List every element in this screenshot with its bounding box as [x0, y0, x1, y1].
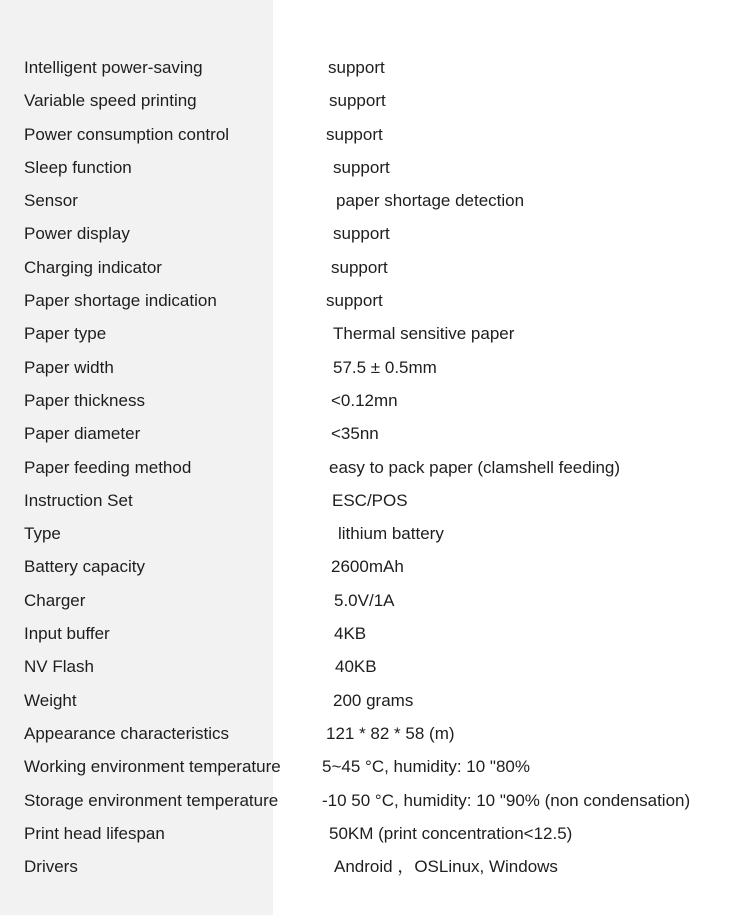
spec-label: Storage environment temperature — [24, 790, 279, 810]
spec-label: Paper feeding method — [24, 457, 192, 477]
spec-value: Android ，OSLinux, Windows — [334, 857, 558, 877]
spec-value: ESC/POS — [332, 490, 408, 510]
spec-label: Variable speed printing — [24, 91, 197, 111]
spec-value: 2600mAh — [331, 557, 404, 577]
spec-value: support — [326, 124, 383, 144]
spec-row-storage-environment-temperature — [0, 784, 750, 817]
spec-label: Working environment temperature — [24, 757, 281, 777]
spec-value: easy to pack paper (clamshell feeding) — [329, 457, 621, 477]
spec-value: support — [328, 58, 385, 77]
spec-value: <35nn — [331, 424, 379, 444]
spec-value: <0.12mn — [331, 390, 398, 410]
spec-label: NV Flash — [24, 657, 94, 677]
spec-row-variable-speed-printing — [0, 84, 750, 117]
spec-value: support — [333, 157, 390, 177]
spec-label: Input buffer — [24, 624, 110, 644]
spec-label: Paper width — [24, 357, 114, 377]
spec-label: Paper diameter — [24, 424, 141, 444]
spec-row-weight — [0, 684, 750, 717]
spec-label: Paper shortage indication — [24, 291, 217, 311]
spec-label: Sleep function — [24, 157, 132, 177]
spec-label: Charger — [24, 590, 86, 610]
spec-label: Battery capacity — [24, 557, 145, 577]
spec-row-battery-capacity — [0, 550, 750, 583]
spec-label: Weight — [24, 690, 77, 710]
spec-row-instruction-set — [0, 484, 750, 517]
spec-value: support — [333, 224, 390, 244]
spec-value: support — [329, 91, 386, 111]
spec-value: -10 50 °C, humidity: 10 "90% (non condensation) — [322, 790, 691, 810]
spec-label: Charging indicator — [24, 257, 162, 277]
spec-label: Instruction Set — [24, 490, 133, 510]
spec-row-paper-feeding-method — [0, 451, 750, 484]
spec-row-type — [0, 517, 750, 550]
spec-row-paper-shortage-indication — [0, 284, 750, 317]
spec-label: Paper thickness — [24, 390, 145, 410]
spec-value: 50KM (print concentration<12.5) — [329, 823, 573, 843]
spec-row-sensor — [0, 184, 750, 217]
spec-row-input-buffer — [0, 617, 750, 650]
spec-label: Sensor — [24, 191, 78, 211]
spec-label: Appearance characteristics — [24, 723, 230, 743]
spec-row-paper-thickness — [0, 384, 750, 417]
spec-row-print-head-lifespan — [0, 817, 750, 850]
spec-row-appearance-characteristics — [0, 717, 750, 750]
spec-row-drivers — [0, 850, 750, 883]
spec-value: support — [326, 291, 383, 311]
spec-value: support — [331, 257, 388, 277]
spec-row-paper-width — [0, 351, 750, 384]
spec-row-nv-flash — [0, 650, 750, 683]
spec-label: Drivers — [24, 857, 78, 877]
spec-label: Intelligent power-saving — [24, 58, 203, 77]
spec-row-power-consumption-control — [0, 118, 750, 151]
spec-label: Power display — [24, 224, 130, 244]
spec-value: 40KB — [335, 657, 377, 677]
spec-label: Type — [24, 524, 61, 544]
spec-value: Thermal sensitive paper — [333, 324, 515, 344]
spec-row-charger — [0, 584, 750, 617]
spec-table — [0, 51, 750, 883]
spec-row-intelligent-power-saving — [0, 51, 750, 84]
spec-value: 4KB — [334, 624, 367, 644]
spec-value: lithium battery — [338, 524, 444, 544]
spec-value: paper shortage detection — [336, 191, 525, 211]
spec-label: Power consumption control — [24, 124, 230, 144]
spec-row-sleep-function — [0, 151, 750, 184]
spec-label: Print head lifespan — [24, 823, 165, 843]
spec-row-power-display — [0, 217, 750, 250]
spec-row-working-environment-temperature — [0, 750, 750, 783]
spec-row-charging-indicator — [0, 251, 750, 284]
spec-value: 200 grams — [333, 690, 414, 710]
spec-value: 5.0V/1A — [334, 590, 395, 610]
spec-label: Paper type — [24, 324, 107, 344]
spec-row-paper-type — [0, 317, 750, 350]
spec-row-paper-diameter — [0, 417, 750, 450]
spec-value: 57.5 ± 0.5mm — [333, 357, 437, 377]
spec-value: 121 * 82 * 58 (m) — [326, 723, 455, 743]
spec-value: 5~45 °C, humidity: 10 "80% — [322, 757, 530, 777]
